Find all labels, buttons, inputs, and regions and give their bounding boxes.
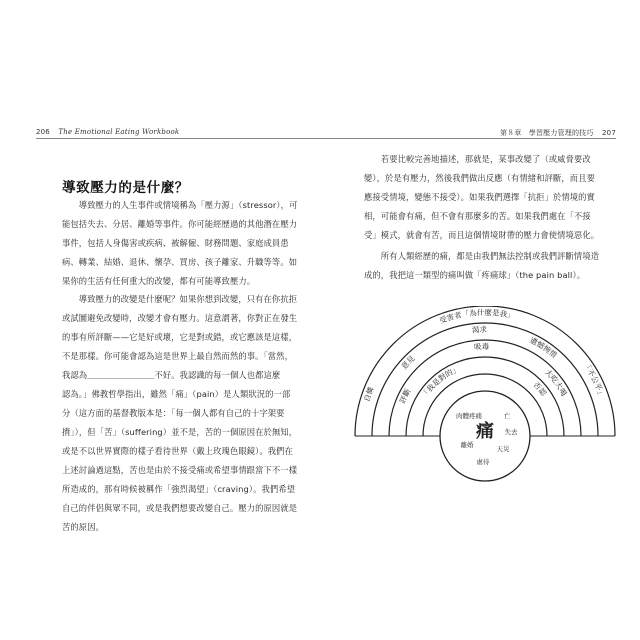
text-line: 成的，我把這一類型的痛叫做「疼痛球」（the pain ball）。 (364, 270, 586, 280)
ring4-label: 受害者「為什麼是我」 (438, 307, 516, 326)
inner-label: 天災 (496, 445, 510, 453)
right-page-header (500, 128, 616, 138)
text-line: 分（這方面的基督教版本是：「每一個人都有自己的十字架要 (62, 408, 285, 418)
left-page-number: 206 (36, 128, 50, 136)
book-title: The Emotional Eating Workbook (58, 128, 180, 136)
text-line: 苦的原因。 (62, 522, 104, 532)
inner-label: 亡 (503, 412, 511, 420)
chapter-title: 第８章 學習壓力管理的技巧 (499, 129, 594, 137)
ring4-label: 自憐 (362, 385, 376, 403)
text-line: 自己的伴侶與眾不同，或是我們想要改變自己。壓力的原因就是 (62, 503, 298, 513)
inner-label: 失去 (504, 428, 518, 436)
text-line: 不是那樣。你可能會認為這是世界上最自然而然的事。「當然， (62, 351, 293, 361)
text-line: 導致壓力的人生事件或情境稱為「壓力源」（stressor），可 (62, 200, 298, 210)
ring4-label: 「不公平」 (581, 360, 607, 399)
right-header-rule (320, 138, 616, 139)
right-paragraph-1 (364, 150, 614, 245)
ring1-label: 「我是對的」 (420, 364, 462, 400)
text-line: 所造成的，那有時候被稱作「強烈渴望」（craving）。我們希望 (62, 484, 296, 494)
right-paragraph-2 (364, 247, 614, 285)
text-line: 揹」），但「苦」（suffering）並不是，苦的一個原因在於無知， (62, 427, 298, 437)
text-line: 上述討論過這點，苦也是由於不接受痛或希望事情跟當下不一樣 (62, 465, 298, 475)
text-line: 若要比較完善地描述，那就是，某事改變了（或威脅要改 (364, 154, 591, 164)
ring3-label: 渴求 (471, 324, 488, 335)
ring1-label: 否認 (531, 380, 549, 398)
left-header-rule (36, 138, 320, 139)
text-line: 認為。」佛教哲學指出，雖然「痛」（pain）是人類狀況的一部 (62, 389, 291, 399)
text-line: 所有人類經歷的痛，都是由我們無法控制或我們評斷情境造 (364, 251, 600, 261)
text-line: 導致壓力的改變是什麼呢？如果你想到改變，只有在你抗拒 (62, 294, 298, 304)
text-line: 能包括失去、分居、離婚等事件。你可能經歷過的其他潛在壓力 (62, 219, 298, 229)
text-line: 病、轉業、結婚、退休、懷孕、買房、孩子離家、升職等等。如 (62, 257, 298, 267)
inner-label: 虐待 (476, 458, 490, 466)
text-line: 我認為＿＿＿＿＿＿＿＿不好。我認識的每一個人也都這麼 (62, 370, 281, 380)
text-line: 應接受情境，變態不接受）。如果我們選擇「抗拒」於情境的實 (364, 192, 595, 202)
inner-label: 肉體疼痛 (456, 412, 482, 420)
left-page-header (36, 128, 179, 136)
text-line: 果你的生活有任何重大的改變，都有可能導致壓力。 (62, 276, 256, 286)
text-line: 或試圖避免改變時，改變才會有壓力。這意謂著，你對正在發生 (62, 313, 298, 323)
text-line: 相，可能會有痛，但不會有那麼多的苦。如果我們處在「不接 (364, 211, 591, 221)
text-line: 事件，包括人身傷害或疾病、被解僱、財務問題、家庭成員患 (62, 238, 289, 248)
left-paragraph-2 (62, 290, 310, 537)
right-page (320, 0, 640, 640)
section-heading: 導致壓力的是什麼？ (62, 180, 189, 196)
pain-ball-diagram (335, 306, 640, 486)
ring2-label: 評斷 (397, 387, 413, 405)
right-page-number: 207 (602, 129, 616, 137)
ring3-label: 意見 (399, 353, 417, 372)
left-paragraph-1 (62, 196, 310, 291)
text-line: 或是不以世界實際的樣子看待世界（戴上玫瑰色眼鏡）。我們在 (62, 446, 293, 456)
ring2-label: 吸毒 (473, 341, 490, 352)
inner-label: 離婚 (460, 441, 474, 449)
text-line: 的事有所評斷——它是好或壞，它是對或錯，或它應該是這樣， (62, 332, 298, 342)
ring2-label: 大吃大喝 (543, 367, 569, 398)
ring3-label: 遺憾惋惜 (528, 335, 559, 360)
center-label-pain: 痛 (476, 421, 494, 442)
text-line: 變），於是有壓力，然後我們做出反應（有情緒和評斷，而且要 (364, 173, 595, 183)
text-line: 受」模式，就會有苦，而且這個情境財帶的壓力會使情境惡化。 (364, 230, 600, 240)
